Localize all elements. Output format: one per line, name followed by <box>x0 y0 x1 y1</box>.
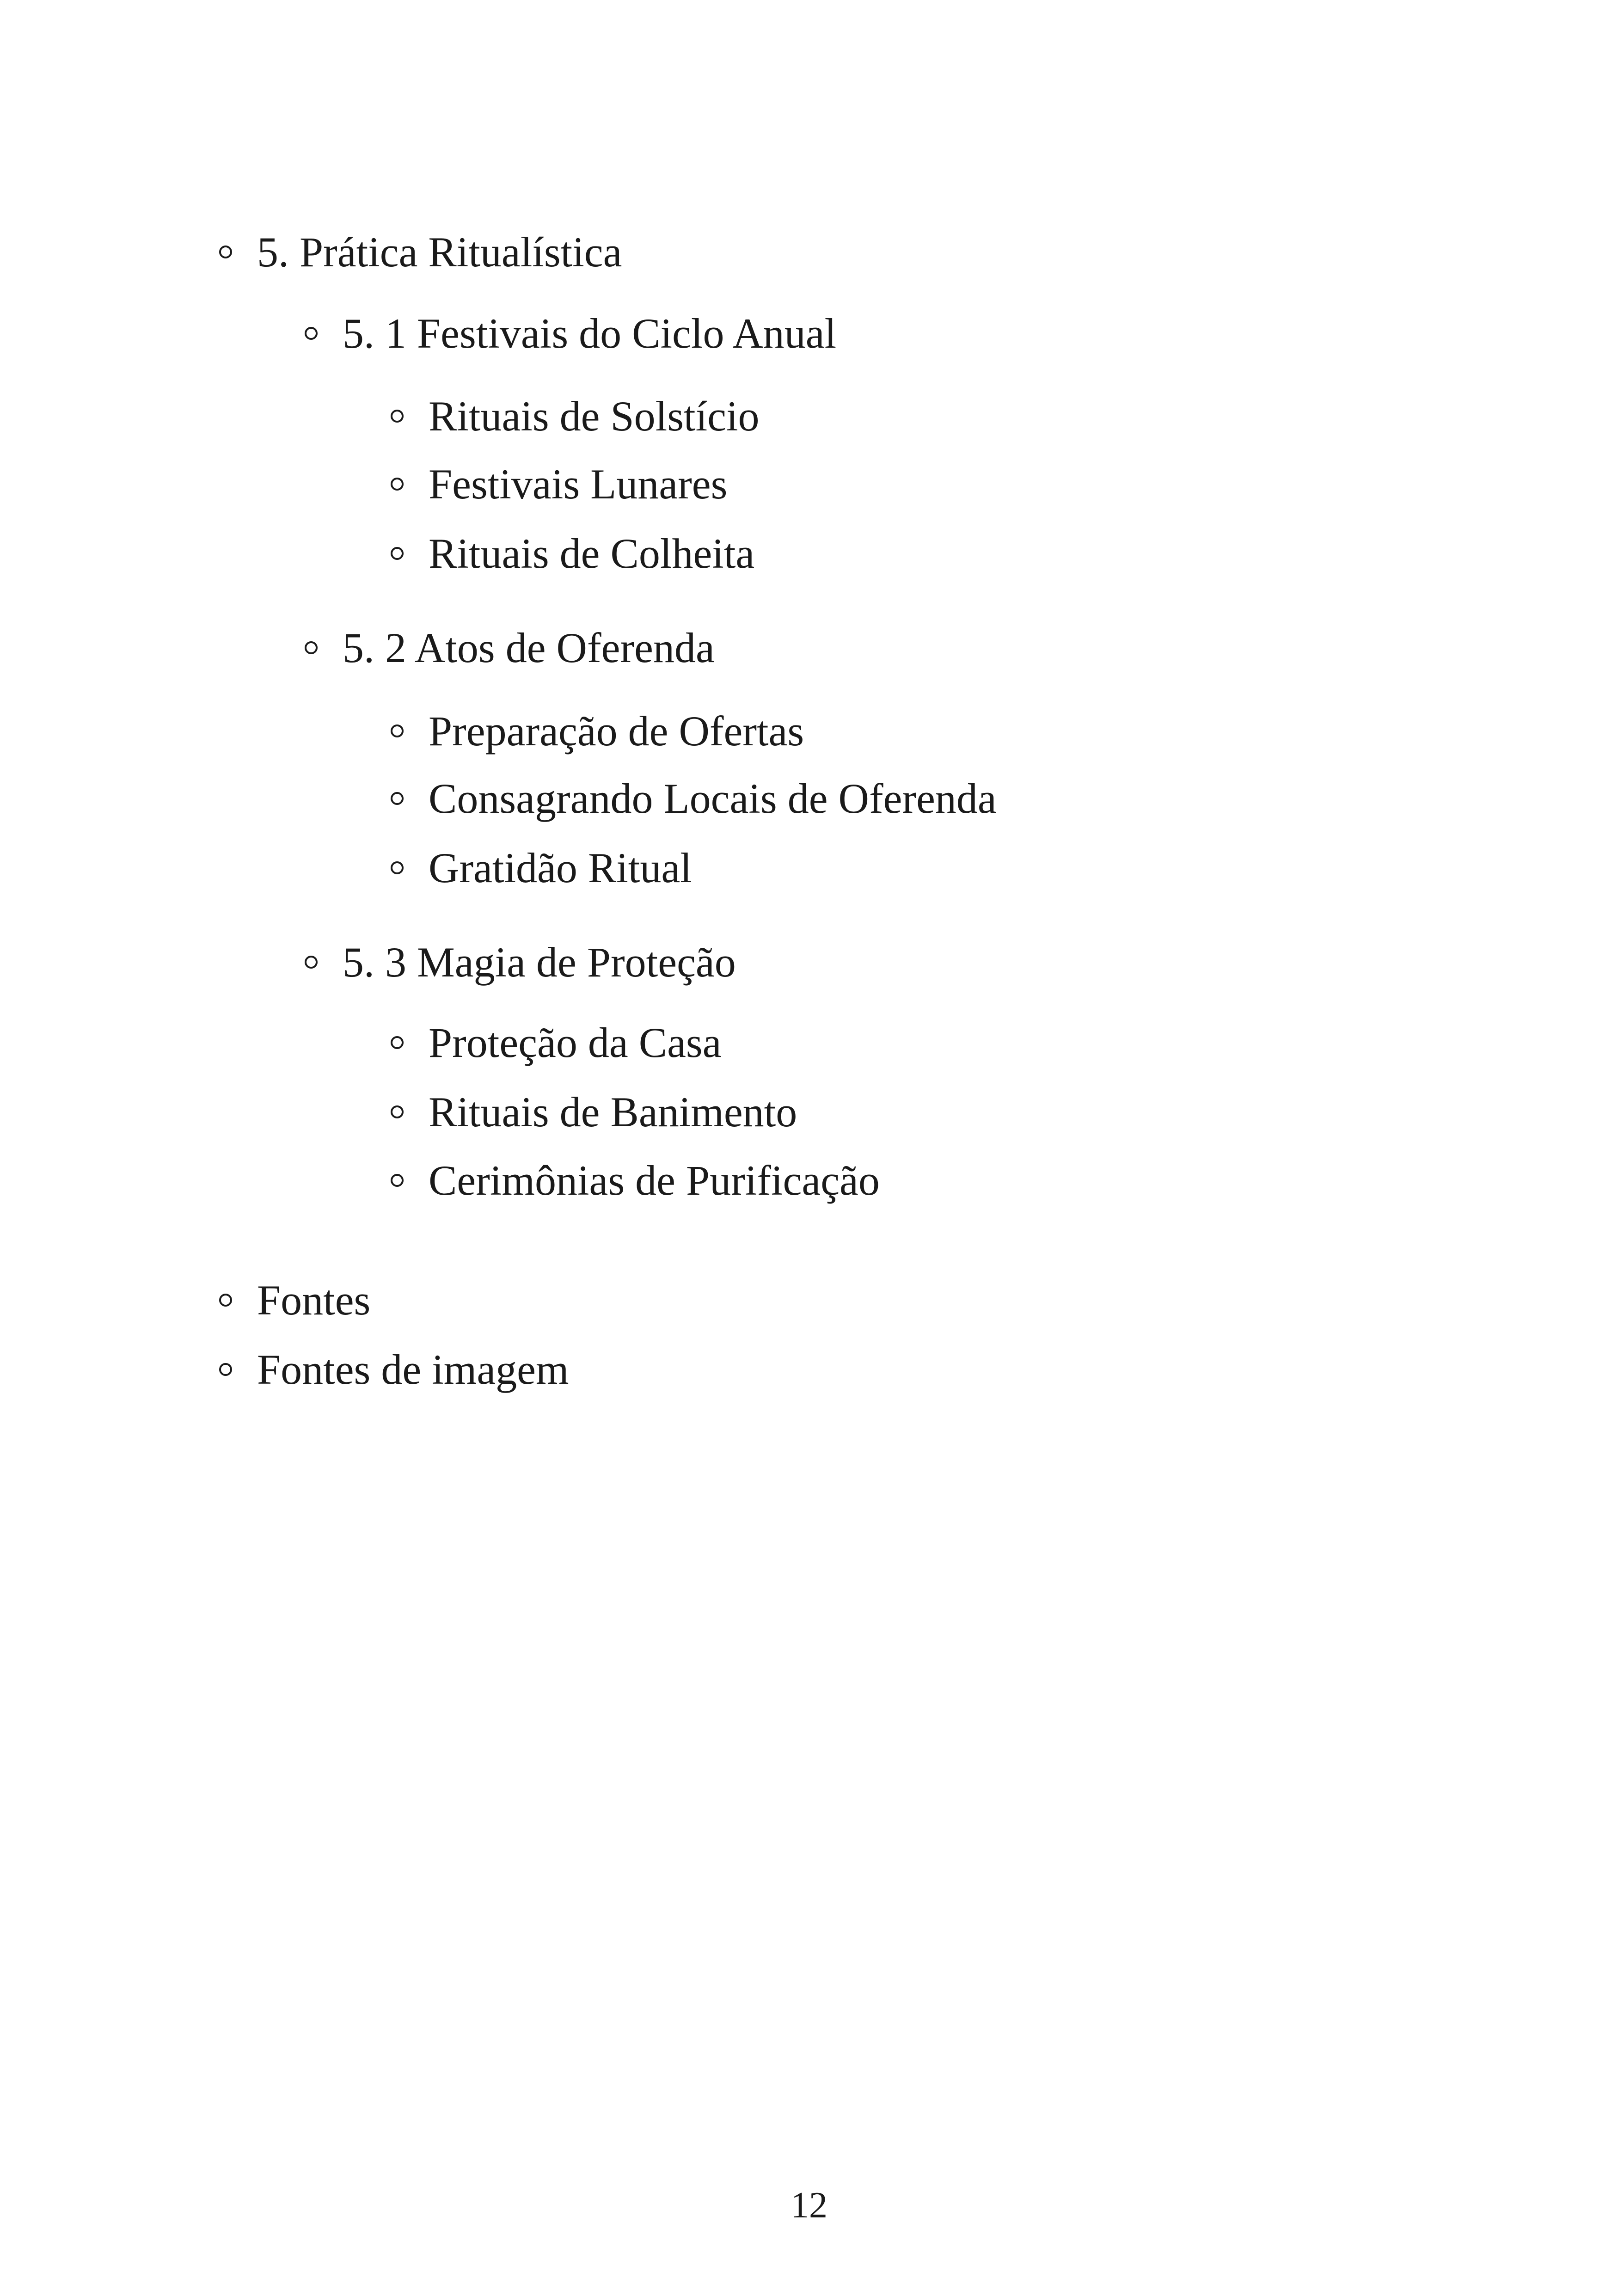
circle-bullet-icon <box>391 861 404 874</box>
circle-bullet-icon <box>391 724 404 737</box>
outline-item-label: Cerimônias de Purificação <box>429 1157 880 1204</box>
outline-item-label: Fontes de imagem <box>257 1346 569 1393</box>
circle-bullet-icon <box>219 1294 232 1307</box>
outline-item-label: Rituais de Colheita <box>429 530 755 577</box>
outline-item-label: Proteção da Casa <box>429 1019 722 1066</box>
circle-bullet-icon <box>391 478 404 491</box>
circle-bullet-icon <box>305 327 318 340</box>
circle-bullet-icon <box>391 1105 404 1118</box>
outline-item-label: 5. 3 Magia de Proteção <box>343 939 736 986</box>
circle-bullet-icon <box>391 1174 404 1187</box>
circle-bullet-icon <box>305 641 318 654</box>
outline-item-label: Rituais de Solstício <box>429 393 760 440</box>
circle-bullet-icon <box>391 547 404 560</box>
outline-item-label: 5. 2 Atos de Oferenda <box>343 624 715 671</box>
outline-item-label: Festivais Lunares <box>429 460 728 508</box>
outline-item-label: Consagrando Locais de Oferenda <box>429 775 997 822</box>
circle-bullet-icon <box>305 956 318 969</box>
circle-bullet-icon <box>219 246 232 258</box>
outline-item-label: Fontes <box>257 1277 371 1324</box>
outline-item-label: Preparação de Ofertas <box>429 707 804 755</box>
outline-item-label: 5. 1 Festivais do Ciclo Anual <box>343 310 837 357</box>
outline-item-label: 5. Prática Ritualística <box>257 228 622 276</box>
circle-bullet-icon <box>219 1363 232 1376</box>
outline-item-label: Rituais de Banimento <box>429 1088 797 1136</box>
circle-bullet-icon <box>391 1036 404 1049</box>
circle-bullet-icon <box>391 792 404 805</box>
page-number: 12 <box>791 2185 827 2226</box>
circle-bullet-icon <box>391 410 404 423</box>
outline-item-label: Gratidão Ritual <box>429 844 692 891</box>
